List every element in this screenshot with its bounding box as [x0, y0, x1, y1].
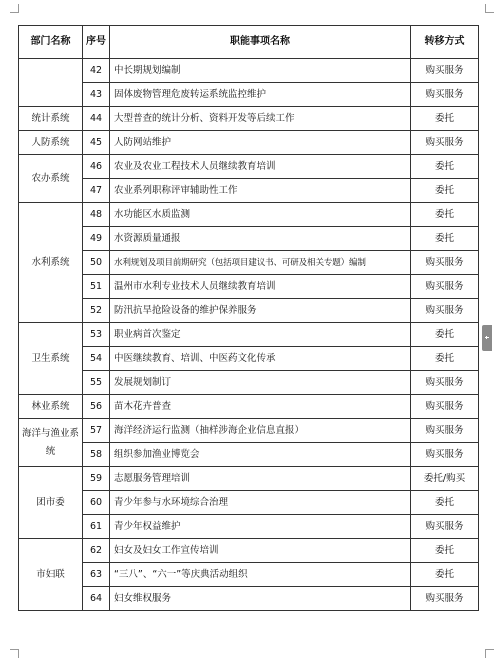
transfer-mode: 购买服务: [411, 515, 479, 539]
item-name: 组织参加渔业博览会: [110, 443, 411, 467]
item-name: 人防网站维护: [110, 131, 411, 155]
row-number: 46: [83, 155, 110, 179]
transfer-mode: 委托: [411, 227, 479, 251]
row-number: 60: [83, 491, 110, 515]
dept-cell: 林业系统: [19, 395, 83, 419]
page-corner-mark: [485, 649, 494, 658]
table-row: [19, 491, 479, 515]
item-name: 志愿服务管理培训: [110, 467, 411, 491]
row-number: 52: [83, 299, 110, 323]
row-number: 44: [83, 107, 110, 131]
dept-cell: [19, 59, 83, 107]
transfer-mode: 购买服务: [411, 419, 479, 443]
item-name: 防汛抗旱抢险设备的维护保养服务: [110, 299, 411, 323]
transfer-mode: 委托: [411, 107, 479, 131]
table-row: [19, 371, 479, 395]
table-row: [19, 275, 479, 299]
item-name: 青少年权益维护: [110, 515, 411, 539]
transfer-mode: 购买服务: [411, 443, 479, 467]
row-number: 64: [83, 587, 110, 611]
row-number: 47: [83, 179, 110, 203]
dept-cell: 海洋与渔业系统: [19, 419, 83, 467]
table-row: [19, 539, 479, 563]
header-dept: 部门名称: [19, 26, 83, 59]
transfer-mode: 委托: [411, 179, 479, 203]
function-transfer-table: [18, 25, 479, 611]
dept-cell: 水利系统: [19, 203, 83, 323]
item-name: 妇女维权服务: [110, 587, 411, 611]
item-name: 农业系列职称评审辅助性工作: [110, 179, 411, 203]
transfer-mode: 委托: [411, 155, 479, 179]
item-name: 苗木花卉普查: [110, 395, 411, 419]
table-row: [19, 515, 479, 539]
dept-cell: 农办系统: [19, 155, 83, 203]
item-name: 海洋经济运行监测（抽样涉海企业信息直报）: [110, 419, 411, 443]
item-name: 发展规划制订: [110, 371, 411, 395]
dept-cell: 卫生系统: [19, 323, 83, 395]
table-row: [19, 347, 479, 371]
row-number: 55: [83, 371, 110, 395]
header-transfer-mode: 转移方式: [411, 26, 479, 59]
table-row: [19, 587, 479, 611]
table-row: [19, 251, 479, 275]
item-name: 青少年参与水环境综合治理: [110, 491, 411, 515]
header-number: 序号: [83, 26, 110, 59]
transfer-mode: 购买服务: [411, 587, 479, 611]
row-number: 50: [83, 251, 110, 275]
table-header-row: [19, 26, 479, 59]
dept-cell: 人防系统: [19, 131, 83, 155]
item-name: 水功能区水质监测: [110, 203, 411, 227]
table-row: [19, 395, 479, 419]
transfer-mode: 购买服务: [411, 299, 479, 323]
row-number: 59: [83, 467, 110, 491]
row-number: 48: [83, 203, 110, 227]
page-corner-mark: [485, 4, 494, 13]
table-row: [19, 467, 479, 491]
row-number: 45: [83, 131, 110, 155]
table-row: [19, 179, 479, 203]
row-number: 54: [83, 347, 110, 371]
item-name: 水资源质量通报: [110, 227, 411, 251]
add-section-handle-icon[interactable]: [482, 325, 492, 351]
item-name: 中医继续教育、培训、中医药文化传承: [110, 347, 411, 371]
table-row: [19, 563, 479, 587]
row-number: 51: [83, 275, 110, 299]
transfer-mode: 委托: [411, 491, 479, 515]
item-name: 妇女及妇女工作宣传培训: [110, 539, 411, 563]
transfer-mode: 委托: [411, 203, 479, 227]
row-number: 43: [83, 83, 110, 107]
transfer-mode: 委托/购买: [411, 467, 479, 491]
row-number: 63: [83, 563, 110, 587]
transfer-mode: 委托: [411, 323, 479, 347]
table-row: [19, 59, 479, 83]
table-row: [19, 155, 479, 179]
table-row: [19, 419, 479, 443]
item-name: 农业及农业工程技术人员继续教育培训: [110, 155, 411, 179]
table-row: [19, 443, 479, 467]
row-number: 56: [83, 395, 110, 419]
table-row: [19, 107, 479, 131]
row-number: 42: [83, 59, 110, 83]
item-name: 固体废物管理危废转运系统监控维护: [110, 83, 411, 107]
page-corner-mark: [10, 649, 19, 658]
row-number: 57: [83, 419, 110, 443]
table-row: [19, 323, 479, 347]
item-name: “三八”、“六一”等庆典活动组织: [110, 563, 411, 587]
table-row: [19, 131, 479, 155]
row-number: 62: [83, 539, 110, 563]
item-name: 职业病首次鉴定: [110, 323, 411, 347]
table-row: [19, 203, 479, 227]
row-number: 53: [83, 323, 110, 347]
row-number: 61: [83, 515, 110, 539]
transfer-mode: 购买服务: [411, 251, 479, 275]
header-item-name: 职能事项名称: [110, 26, 411, 59]
table-row: [19, 299, 479, 323]
item-name: 水利规划及项目前期研究（包括项目建议书、可研及相关专题）编制: [110, 251, 411, 275]
dept-cell: 市妇联: [19, 539, 83, 611]
transfer-mode: 委托: [411, 563, 479, 587]
row-number: 58: [83, 443, 110, 467]
table-row: [19, 83, 479, 107]
dept-cell: 统计系统: [19, 107, 83, 131]
item-name: 大型普查的统计分析、资料开发等后续工作: [110, 107, 411, 131]
table-row: [19, 227, 479, 251]
transfer-mode: 购买服务: [411, 83, 479, 107]
transfer-mode: 委托: [411, 539, 479, 563]
row-number: 49: [83, 227, 110, 251]
transfer-mode: 购买服务: [411, 59, 479, 83]
transfer-mode: 购买服务: [411, 371, 479, 395]
transfer-mode: 购买服务: [411, 395, 479, 419]
item-name: 温州市水利专业技术人员继续教育培训: [110, 275, 411, 299]
item-name: 中长期规划编制: [110, 59, 411, 83]
dept-cell: 团市委: [19, 467, 83, 539]
transfer-mode: 购买服务: [411, 275, 479, 299]
transfer-mode: 委托: [411, 347, 479, 371]
page-corner-mark: [10, 4, 19, 13]
transfer-mode: 购买服务: [411, 131, 479, 155]
